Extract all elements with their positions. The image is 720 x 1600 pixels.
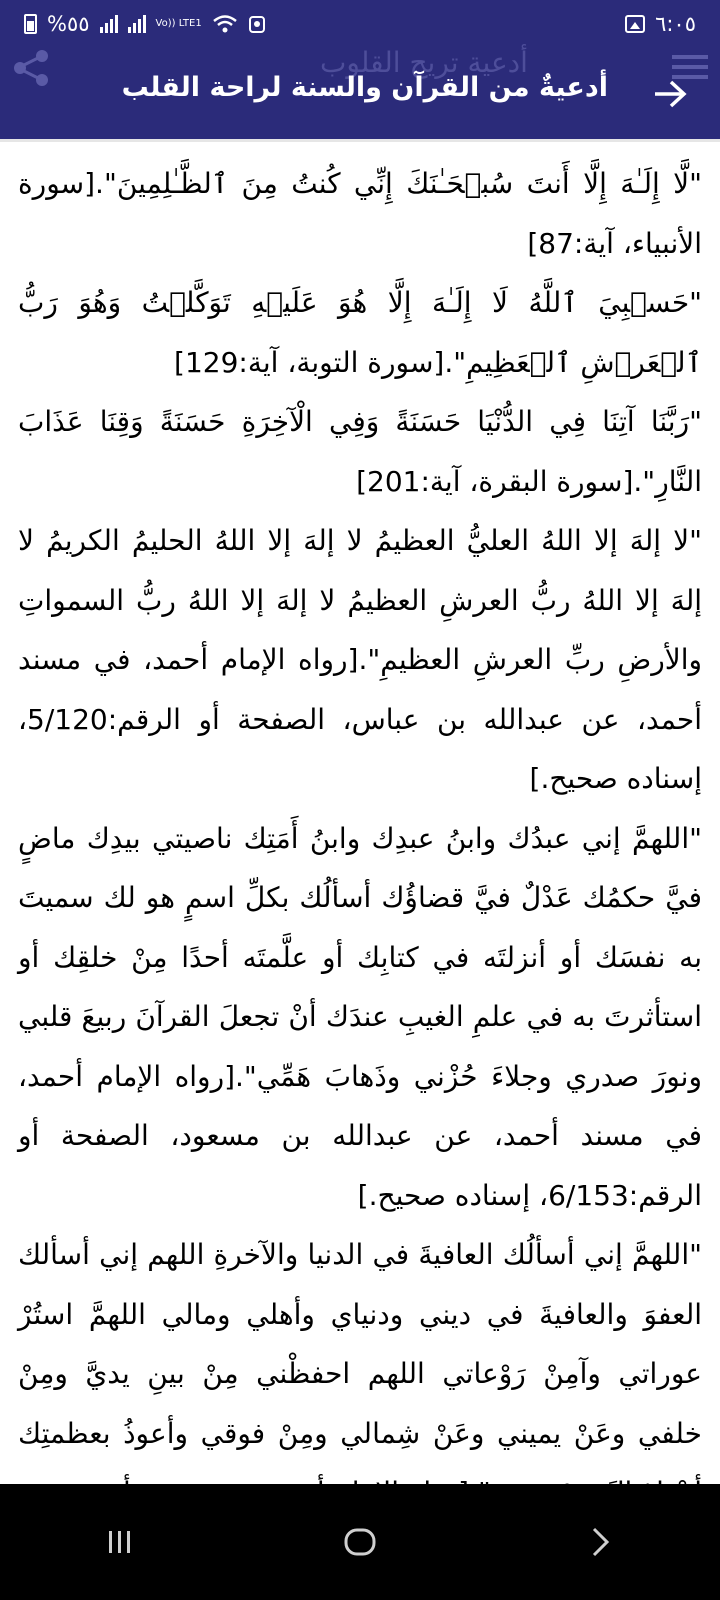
dua-paragraph: "حَسۡبِيَ ٱللَّهُ لَا إِلَـٰهَ إِلَّا هُوَ عَلَيۡهِ تَوَكَّلۡتُ وَهُوَ رَبُّ ٱلۡعَرۡشِ ٱلۡعَظِيمِ".[سورة التوبة، آية:129] [18,286,702,379]
dua-text [0,142,720,1582]
home-button[interactable] [320,1512,400,1572]
page-title: أدعيةٌ من القرآن والسنة لراحة القلب [121,72,608,103]
arrow-right-icon [652,79,688,109]
home-icon [343,1525,377,1559]
recents-icon [105,1527,135,1557]
back-chevron-icon [585,1525,615,1559]
dua-paragraph: "اللهمَّ إني عبدُك وابنُ عبدِك وابنُ أَمَتِك ناصيتي بيدِك ماضٍ فيَّ حكمُك عَدْلٌ فيَّ قضاؤُك أسألُك بكلِّ اسمٍ هو لك سميتَ به نفسَك أو أنزلتَه في كتابِك أو علَّمتَه أحدًا مِنْ خلقِك أو استأثرتَ به في علمِ الغيبِ عندَك أنْ تجعلَ القرآنَ ربيعَ قلبي ونورَ صدري وجلاءَ حُزْني وذَهابَ هَمِّي".[رواه الإمام أحمد، في مسند أحمد، عن عبدالله بن مسعود، الصفحة أو الرقم:6/153، إسناده صحيح.] [18,821,702,1212]
battery-level: %٥٥ [47,12,90,36]
recents-button[interactable] [80,1512,160,1572]
clock: ٦:٠٥ [655,12,696,36]
app-notification-icon [248,14,266,34]
dua-paragraph: "رَبَّنَا آتِنَا فِي الدُّنْيَا حَسَنَةً وَفِي الْآخِرَةِ حَسَنَةً وَقِنَا عَذَابَ النَّارِ".[سورة البقرة، آية:201] [18,405,702,498]
content-area[interactable] [0,142,720,1484]
status-bar [0,0,720,48]
status-bar-right [625,12,696,36]
gallery-icon [625,15,645,33]
signal-icon-2 [128,15,146,33]
lte-icon: Vo)) LTE1 [155,18,202,29]
back-button[interactable] [648,74,692,114]
dua-paragraph: "لا إلهَ إلا اللهُ العليُّ العظيمُ لا إلهَ إلا اللهُ الحليمُ الكريمُ لا إلهَ إلا اللهُ ربُّ العرشِ العظيمُ لا إلهَ إلا اللهُ ربُّ السمواتِ والأرضِ ربِّ العرشِ العظيمِ".[رواه الإمام أحمد، في مسند أحمد، عن عبدالله بن عباس، الصفحة أو الرقم:5/120، إسناده صحيح.] [18,524,702,795]
app-bar [0,48,720,142]
battery-icon [24,14,37,34]
dua-paragraph: "لَّا إِلَـٰهَ إِلَّا أَنتَ سُبۡحَـٰنَكَ إِنِّي كُنتُ مِنَ ٱلظَّـٰلِمِينَ".[سورة الأنبياء، آية:87] [18,167,702,260]
wifi-icon [212,14,238,34]
share-icon[interactable] [10,48,52,88]
system-nav-bar [0,1484,720,1600]
background-app-title: أدعية تريح القلوب [320,46,528,79]
signal-icon [100,15,118,33]
status-bar-left [24,12,266,36]
dua-paragraph: "اللهمَّ إني أسألُك العافيةَ في الدنيا والآخرةِ اللهم إني أسألك العفوَ والعافيةَ في ديني ودنياي وأهلي ومالي اللهمَّ استُرْ عوراتي وآمِنْ رَوْعاتي اللهم احفظْني مِنْ بينِ يديَّ ومِنْ خلفي وعَنْ يميني وعَنْ شِمالي ومِنْ فوقي وأعوذُ بعظمتِك [18,1238,702,1450]
back-nav-button[interactable] [560,1512,640,1572]
